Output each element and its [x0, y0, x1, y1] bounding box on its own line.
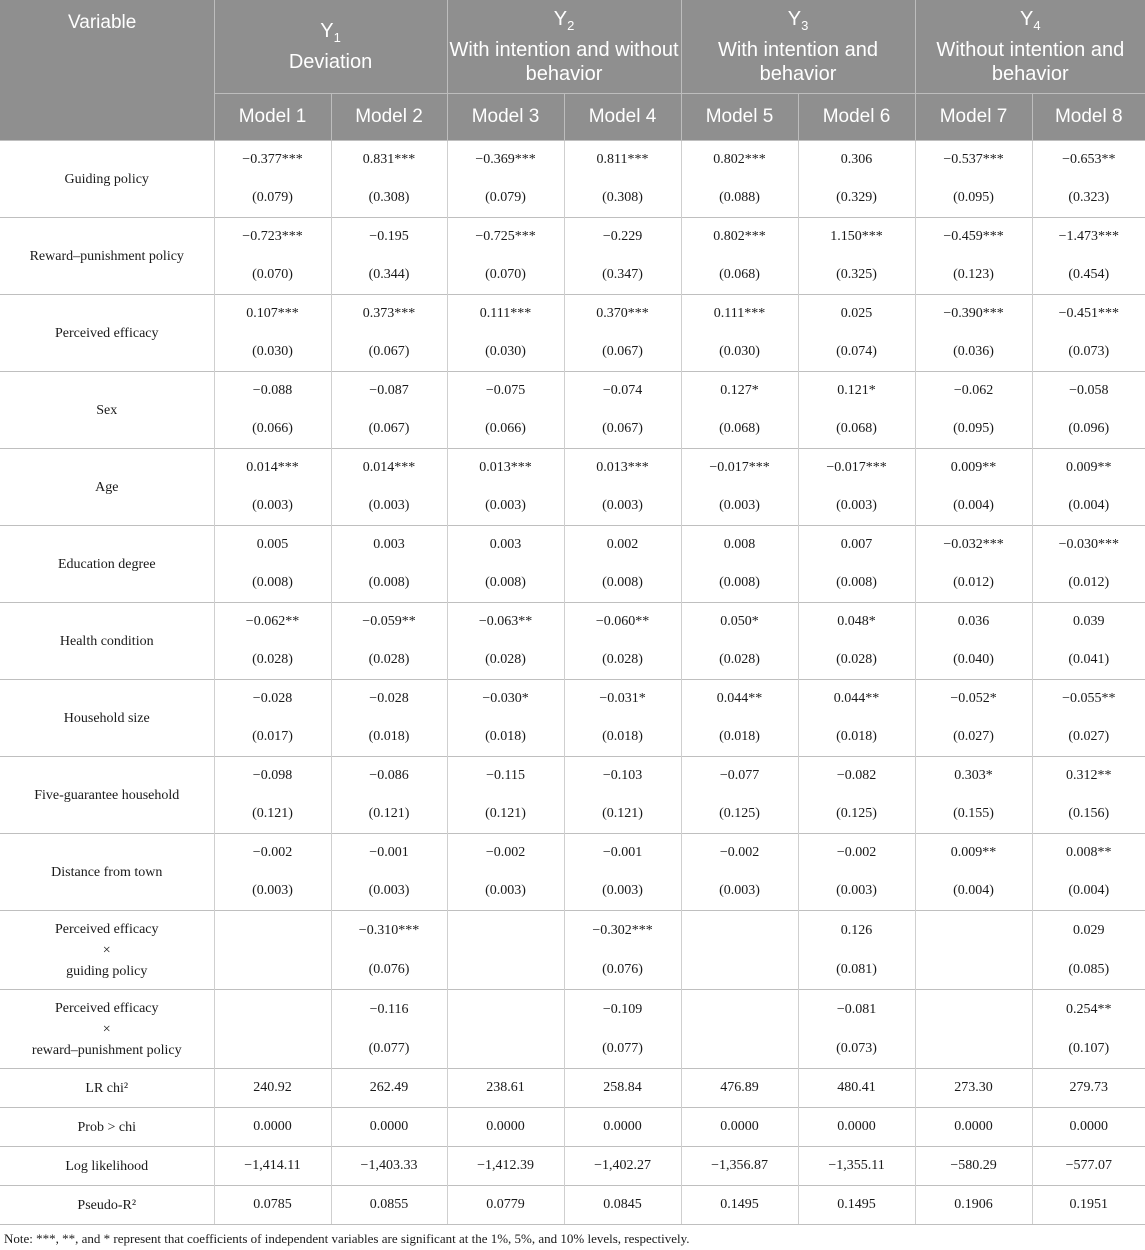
- model-header: Model 2: [331, 94, 447, 141]
- std-error-cell: (0.012): [1032, 564, 1145, 603]
- stat-value-cell: 0.0855: [331, 1186, 447, 1225]
- coefficient-cell: 0.802***: [681, 141, 798, 180]
- table-row: [0, 526, 1145, 565]
- std-error-cell: (0.344): [331, 256, 447, 295]
- coefficient-cell: −0.653**: [1032, 141, 1145, 180]
- coefficient-cell: 0.013***: [447, 449, 564, 488]
- std-error-cell: (0.454): [1032, 256, 1145, 295]
- coefficient-cell: [447, 990, 564, 1030]
- stat-value-cell: −1,356.87: [681, 1147, 798, 1186]
- coefficient-cell: −0.063**: [447, 603, 564, 642]
- std-error-cell: (0.008): [564, 564, 681, 603]
- interaction-label-line: guiding policy: [66, 963, 148, 979]
- coefficient-cell: 0.009**: [1032, 449, 1145, 488]
- variable-label: Perceived efficacy: [0, 295, 214, 372]
- coefficient-cell: −0.109: [564, 990, 681, 1030]
- stat-label: Prob > chi: [0, 1108, 214, 1147]
- std-error-cell: [214, 1029, 331, 1069]
- coefficient-cell: 0.126: [798, 911, 915, 951]
- coefficient-cell: −0.077: [681, 757, 798, 796]
- coefficient-cell: −0.081: [798, 990, 915, 1030]
- stat-value-cell: 0.1495: [681, 1186, 798, 1225]
- std-error-cell: (0.085): [1032, 950, 1145, 990]
- interaction-label: [0, 911, 214, 990]
- table-row: [0, 834, 1145, 873]
- coefficient-cell: −0.017***: [798, 449, 915, 488]
- interaction-label-line: ×: [102, 942, 111, 958]
- coefficient-cell: −0.058: [1032, 372, 1145, 411]
- std-error-cell: (0.003): [681, 487, 798, 526]
- interaction-label-line: Perceived efficacy: [54, 921, 159, 937]
- coefficient-cell: −0.074: [564, 372, 681, 411]
- coefficient-cell: −0.082: [798, 757, 915, 796]
- coefficient-cell: −0.086: [331, 757, 447, 796]
- std-error-cell: (0.027): [1032, 718, 1145, 757]
- std-error-cell: (0.067): [564, 410, 681, 449]
- variable-header: Variable: [0, 0, 214, 141]
- std-error-cell: (0.076): [331, 950, 447, 990]
- model-header: Model 6: [798, 94, 915, 141]
- std-error-cell: (0.004): [915, 487, 1032, 526]
- std-error-cell: [447, 1029, 564, 1069]
- coefficient-cell: −0.001: [564, 834, 681, 873]
- std-error-cell: (0.073): [1032, 333, 1145, 372]
- stat-value-cell: −1,414.11: [214, 1147, 331, 1186]
- stat-value-cell: 0.1495: [798, 1186, 915, 1225]
- std-error-cell: [915, 950, 1032, 990]
- std-error-cell: (0.003): [214, 487, 331, 526]
- stat-value-cell: 0.0000: [331, 1108, 447, 1147]
- coefficient-cell: 0.127*: [681, 372, 798, 411]
- interaction-label-line: ×: [102, 1021, 111, 1037]
- table-row: [0, 141, 1145, 180]
- interaction-label: [0, 990, 214, 1069]
- std-error-cell: (0.123): [915, 256, 1032, 295]
- std-error-cell: (0.125): [798, 795, 915, 834]
- stat-value-cell: −580.29: [915, 1147, 1032, 1186]
- coefficient-cell: −0.028: [331, 680, 447, 719]
- variable-label: Five-guarantee household: [0, 757, 214, 834]
- table-row: [0, 990, 1145, 1030]
- coefficient-cell: 0.029: [1032, 911, 1145, 951]
- std-error-cell: (0.017): [214, 718, 331, 757]
- model-header: Model 5: [681, 94, 798, 141]
- coefficient-cell: 0.303*: [915, 757, 1032, 796]
- std-error-cell: (0.095): [915, 179, 1032, 218]
- std-error-cell: (0.018): [331, 718, 447, 757]
- std-error-cell: (0.028): [331, 641, 447, 680]
- coefficient-cell: 0.014***: [214, 449, 331, 488]
- coefficient-cell: 0.003: [447, 526, 564, 565]
- std-error-cell: (0.347): [564, 256, 681, 295]
- stat-value-cell: 0.0000: [681, 1108, 798, 1147]
- std-error-cell: (0.018): [447, 718, 564, 757]
- stat-value-cell: 0.0785: [214, 1186, 331, 1225]
- std-error-cell: [915, 1029, 1032, 1069]
- std-error-cell: (0.066): [214, 410, 331, 449]
- coefficient-cell: −0.052*: [915, 680, 1032, 719]
- coefficient-cell: 0.831***: [331, 141, 447, 180]
- std-error-cell: (0.308): [564, 179, 681, 218]
- std-error-cell: (0.004): [915, 872, 1032, 911]
- std-error-cell: (0.018): [564, 718, 681, 757]
- coefficient-cell: 0.008**: [1032, 834, 1145, 873]
- stat-value-cell: 0.0000: [1032, 1108, 1145, 1147]
- std-error-cell: (0.030): [447, 333, 564, 372]
- std-error-cell: (0.070): [214, 256, 331, 295]
- coefficient-cell: [447, 911, 564, 951]
- coefficient-cell: −1.473***: [1032, 218, 1145, 257]
- stat-value-cell: 0.0000: [915, 1108, 1032, 1147]
- coefficient-cell: −0.055**: [1032, 680, 1145, 719]
- std-error-cell: (0.030): [214, 333, 331, 372]
- coefficient-cell: 0.008: [681, 526, 798, 565]
- coefficient-cell: −0.032***: [915, 526, 1032, 565]
- coefficient-cell: −0.060**: [564, 603, 681, 642]
- stat-label: Pseudo-R²: [0, 1186, 214, 1225]
- stat-value-cell: 240.92: [214, 1069, 331, 1108]
- std-error-cell: (0.067): [331, 410, 447, 449]
- coefficient-cell: −0.031*: [564, 680, 681, 719]
- coefficient-cell: 0.036: [915, 603, 1032, 642]
- model-header: Model 3: [447, 94, 564, 141]
- std-error-cell: [681, 1029, 798, 1069]
- variable-label: Health condition: [0, 603, 214, 680]
- coefficient-cell: 0.014***: [331, 449, 447, 488]
- coefficient-cell: 0.107***: [214, 295, 331, 334]
- coefficient-cell: −0.075: [447, 372, 564, 411]
- model-header: Model 1: [214, 94, 331, 141]
- stat-value-cell: 262.49: [331, 1069, 447, 1108]
- std-error-cell: (0.077): [564, 1029, 681, 1069]
- std-error-cell: (0.003): [214, 872, 331, 911]
- std-error-cell: (0.003): [447, 872, 564, 911]
- coefficient-cell: 0.044**: [798, 680, 915, 719]
- std-error-cell: (0.068): [798, 410, 915, 449]
- std-error-cell: (0.079): [447, 179, 564, 218]
- coefficient-cell: −0.030***: [1032, 526, 1145, 565]
- std-error-cell: (0.107): [1032, 1029, 1145, 1069]
- coefficient-cell: −0.062: [915, 372, 1032, 411]
- std-error-cell: (0.121): [564, 795, 681, 834]
- stat-value-cell: 0.0000: [214, 1108, 331, 1147]
- coefficient-cell: −0.002: [214, 834, 331, 873]
- coefficient-cell: −0.115: [447, 757, 564, 796]
- coefficient-cell: 0.025: [798, 295, 915, 334]
- coefficient-cell: −0.229: [564, 218, 681, 257]
- std-error-cell: (0.003): [564, 487, 681, 526]
- coefficient-cell: 0.005: [214, 526, 331, 565]
- coefficient-cell: 0.013***: [564, 449, 681, 488]
- coefficient-cell: 0.373***: [331, 295, 447, 334]
- coefficient-cell: 0.007: [798, 526, 915, 565]
- coefficient-cell: −0.002: [681, 834, 798, 873]
- std-error-cell: (0.003): [798, 487, 915, 526]
- std-error-cell: (0.073): [798, 1029, 915, 1069]
- coefficient-cell: [681, 911, 798, 951]
- stat-value-cell: 0.0845: [564, 1186, 681, 1225]
- std-error-cell: (0.156): [1032, 795, 1145, 834]
- coefficient-cell: −0.087: [331, 372, 447, 411]
- variable-label: Sex: [0, 372, 214, 449]
- stat-value-cell: −1,402.27: [564, 1147, 681, 1186]
- std-error-cell: (0.003): [798, 872, 915, 911]
- coefficient-cell: −0.377***: [214, 141, 331, 180]
- std-error-cell: (0.088): [681, 179, 798, 218]
- variable-label: Distance from town: [0, 834, 214, 911]
- coefficient-cell: −0.723***: [214, 218, 331, 257]
- group-header-y1: $Y_1$ Deviation: [214, 0, 447, 94]
- std-error-cell: (0.004): [1032, 487, 1145, 526]
- std-error-cell: (0.008): [447, 564, 564, 603]
- coefficient-cell: 0.306: [798, 141, 915, 180]
- table-body: [0, 141, 1145, 1225]
- table-row: [0, 603, 1145, 642]
- group-header-y3: $Y_3$ With intention and behavior: [681, 0, 915, 94]
- coefficient-cell: −0.302***: [564, 911, 681, 951]
- stat-value-cell: −1,412.39: [447, 1147, 564, 1186]
- std-error-cell: (0.323): [1032, 179, 1145, 218]
- stat-value-cell: 0.0000: [798, 1108, 915, 1147]
- std-error-cell: (0.067): [331, 333, 447, 372]
- std-error-cell: (0.076): [564, 950, 681, 990]
- table-row: [0, 295, 1145, 334]
- table-row: [0, 911, 1145, 951]
- coefficient-cell: −0.725***: [447, 218, 564, 257]
- std-error-cell: (0.004): [1032, 872, 1145, 911]
- model-header: Model 8: [1032, 94, 1145, 141]
- variable-label: Guiding policy: [0, 141, 214, 218]
- stat-value-cell: −577.07: [1032, 1147, 1145, 1186]
- table-row: [0, 372, 1145, 411]
- coefficient-cell: −0.017***: [681, 449, 798, 488]
- interaction-label-line: Perceived efficacy: [54, 1000, 159, 1016]
- variable-label: Age: [0, 449, 214, 526]
- coefficient-cell: [915, 911, 1032, 951]
- coefficient-cell: 0.811***: [564, 141, 681, 180]
- stat-row: [0, 1069, 1145, 1108]
- coefficient-cell: 0.111***: [447, 295, 564, 334]
- coefficient-cell: −0.030*: [447, 680, 564, 719]
- std-error-cell: [681, 950, 798, 990]
- std-error-cell: (0.125): [681, 795, 798, 834]
- std-error-cell: (0.121): [447, 795, 564, 834]
- coefficient-cell: −0.002: [798, 834, 915, 873]
- coefficient-cell: −0.369***: [447, 141, 564, 180]
- std-error-cell: (0.012): [915, 564, 1032, 603]
- std-error-cell: (0.008): [681, 564, 798, 603]
- std-error-cell: (0.070): [447, 256, 564, 295]
- coefficient-cell: −0.098: [214, 757, 331, 796]
- coefficient-cell: 0.009**: [915, 449, 1032, 488]
- std-error-cell: (0.079): [214, 179, 331, 218]
- stat-value-cell: 476.89: [681, 1069, 798, 1108]
- std-error-cell: (0.325): [798, 256, 915, 295]
- table-row: [0, 218, 1145, 257]
- coefficient-cell: 0.254**: [1032, 990, 1145, 1030]
- coefficient-cell: [915, 990, 1032, 1030]
- stat-value-cell: −1,355.11: [798, 1147, 915, 1186]
- std-error-cell: (0.008): [214, 564, 331, 603]
- coefficient-cell: −0.002: [447, 834, 564, 873]
- stat-value-cell: −1,403.33: [331, 1147, 447, 1186]
- std-error-cell: (0.040): [915, 641, 1032, 680]
- coefficient-cell: −0.028: [214, 680, 331, 719]
- coefficient-cell: 0.003: [331, 526, 447, 565]
- stat-row: [0, 1108, 1145, 1147]
- std-error-cell: (0.028): [447, 641, 564, 680]
- coefficient-cell: −0.103: [564, 757, 681, 796]
- std-error-cell: (0.003): [447, 487, 564, 526]
- variable-label: Reward–punishment policy: [0, 218, 214, 295]
- stat-label: LR chi²: [0, 1069, 214, 1108]
- stat-value-cell: 0.1951: [1032, 1186, 1145, 1225]
- stat-label: Log likelihood: [0, 1147, 214, 1186]
- std-error-cell: (0.074): [798, 333, 915, 372]
- variable-label: Education degree: [0, 526, 214, 603]
- coefficient-cell: [214, 990, 331, 1030]
- std-error-cell: (0.003): [681, 872, 798, 911]
- stat-value-cell: 0.0000: [447, 1108, 564, 1147]
- coefficient-cell: −0.059**: [331, 603, 447, 642]
- coefficient-cell: −0.062**: [214, 603, 331, 642]
- coefficient-cell: 0.111***: [681, 295, 798, 334]
- stat-value-cell: 238.61: [447, 1069, 564, 1108]
- table-row: [0, 757, 1145, 796]
- coefficient-cell: 0.370***: [564, 295, 681, 334]
- std-error-cell: (0.095): [915, 410, 1032, 449]
- std-error-cell: (0.081): [798, 950, 915, 990]
- std-error-cell: (0.121): [214, 795, 331, 834]
- std-error-cell: (0.003): [331, 487, 447, 526]
- coefficient-cell: 0.002: [564, 526, 681, 565]
- std-error-cell: [447, 950, 564, 990]
- std-error-cell: (0.308): [331, 179, 447, 218]
- stat-value-cell: 0.0779: [447, 1186, 564, 1225]
- std-error-cell: (0.077): [331, 1029, 447, 1069]
- coefficient-cell: 0.121*: [798, 372, 915, 411]
- std-error-cell: [214, 950, 331, 990]
- std-error-cell: (0.028): [564, 641, 681, 680]
- coefficient-cell: −0.310***: [331, 911, 447, 951]
- std-error-cell: (0.068): [681, 256, 798, 295]
- std-error-cell: (0.028): [798, 641, 915, 680]
- coefficient-cell: 0.312**: [1032, 757, 1145, 796]
- coefficient-cell: −0.001: [331, 834, 447, 873]
- std-error-cell: (0.068): [681, 410, 798, 449]
- coefficient-cell: −0.390***: [915, 295, 1032, 334]
- interaction-label-line: reward–punishment policy: [31, 1042, 182, 1058]
- table-row: [0, 680, 1145, 719]
- coefficient-cell: 1.150***: [798, 218, 915, 257]
- std-error-cell: (0.003): [331, 872, 447, 911]
- model-header: Model 4: [564, 94, 681, 141]
- std-error-cell: (0.018): [798, 718, 915, 757]
- stat-value-cell: 480.41: [798, 1069, 915, 1108]
- std-error-cell: (0.003): [564, 872, 681, 911]
- std-error-cell: (0.066): [447, 410, 564, 449]
- stat-value-cell: 0.1906: [915, 1186, 1032, 1225]
- variable-label: Household size: [0, 680, 214, 757]
- coefficient-cell: 0.044**: [681, 680, 798, 719]
- coefficient-cell: [681, 990, 798, 1030]
- coefficient-cell: [214, 911, 331, 951]
- group-header-y4: $Y_4$ Without intention and behavior: [915, 0, 1145, 94]
- coefficient-cell: −0.451***: [1032, 295, 1145, 334]
- stat-value-cell: 273.30: [915, 1069, 1032, 1108]
- std-error-cell: (0.027): [915, 718, 1032, 757]
- table-row: [0, 449, 1145, 488]
- coefficient-cell: −0.537***: [915, 141, 1032, 180]
- coefficient-cell: −0.116: [331, 990, 447, 1030]
- std-error-cell: (0.067): [564, 333, 681, 372]
- model-header: Model 7: [915, 94, 1032, 141]
- std-error-cell: (0.008): [798, 564, 915, 603]
- std-error-cell: (0.036): [915, 333, 1032, 372]
- std-error-cell: (0.329): [798, 179, 915, 218]
- coefficient-cell: −0.459***: [915, 218, 1032, 257]
- std-error-cell: (0.018): [681, 718, 798, 757]
- std-error-cell: (0.008): [331, 564, 447, 603]
- table-header: [0, 0, 1145, 141]
- std-error-cell: (0.096): [1032, 410, 1145, 449]
- coefficient-cell: 0.009**: [915, 834, 1032, 873]
- stat-row: [0, 1186, 1145, 1225]
- std-error-cell: (0.121): [331, 795, 447, 834]
- stat-value-cell: 258.84: [564, 1069, 681, 1108]
- std-error-cell: (0.028): [214, 641, 331, 680]
- stat-value-cell: 279.73: [1032, 1069, 1145, 1108]
- coefficient-cell: 0.048*: [798, 603, 915, 642]
- coefficient-cell: −0.195: [331, 218, 447, 257]
- std-error-cell: (0.041): [1032, 641, 1145, 680]
- stat-value-cell: 0.0000: [564, 1108, 681, 1147]
- coefficient-cell: 0.050*: [681, 603, 798, 642]
- std-error-cell: (0.028): [681, 641, 798, 680]
- table-note: Note: ***, **, and * represent that coefficients of independent variables are significant at the 1%, 5%, and 10% levels, respectively.: [4, 1231, 690, 1246]
- std-error-cell: (0.155): [915, 795, 1032, 834]
- coefficient-cell: 0.039: [1032, 603, 1145, 642]
- coefficient-cell: 0.802***: [681, 218, 798, 257]
- stat-row: [0, 1147, 1145, 1186]
- std-error-cell: (0.030): [681, 333, 798, 372]
- coefficient-cell: −0.088: [214, 372, 331, 411]
- group-header-y2: $Y_2$ With intention and without behavior: [447, 0, 681, 94]
